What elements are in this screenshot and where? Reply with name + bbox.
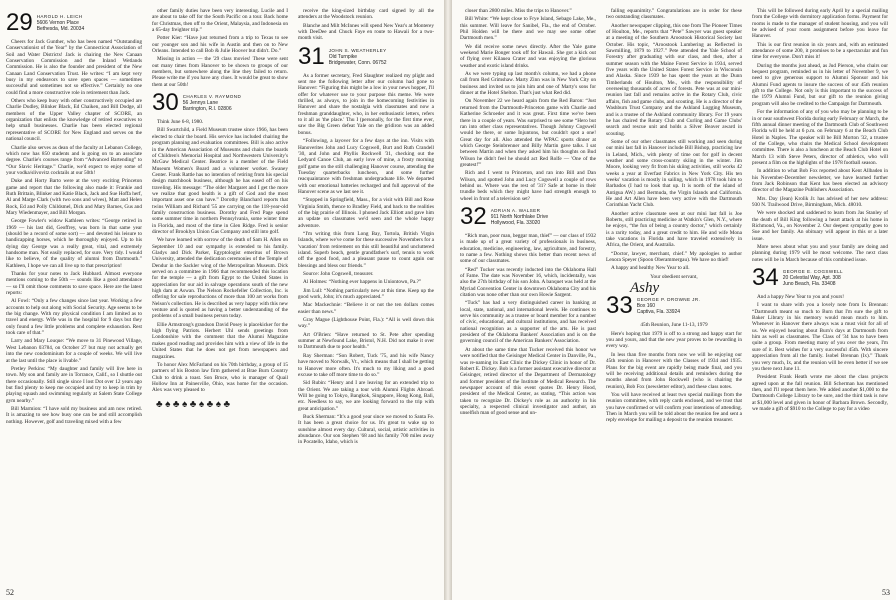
paragraph: Blanche and Milt McInnes will spend New Year's at Monterey with DeeDee and Chuck Faye en route to Hawaii for a two-month visit. (298, 22, 434, 42)
address-line: Old Turnpike (328, 53, 358, 60)
class-secretary-name: GEORGE E. COGSWELL (782, 269, 843, 275)
class-year-number: 34 (752, 264, 779, 292)
page-gutter (444, 0, 452, 600)
address-line: 5606 Vernon Place (36, 20, 79, 26)
paragraph: Cheers for Jack Gunther, who has been named “Outstanding Conservationist of the Year” by the Connecticut Association of Soil and Water Districts! Jack is chairing the New Canaan Conservation Commission and the Inland Wetlands Commission. He is also the founder and president of the New Canaan Land Conservation Trust. He writes: “I am kept very busy in my endeavors to save open spaces — sometimes successful and sometimes not so effective.” Certainly no one could find a more constructive role in retirement than Jack. (6, 39, 142, 96)
paragraph: “Following, a layover for a few days at the inn. Visits with Hanoverites John and Lucy Cogswell, Burt and Ruth Crandell '30, and John and Phyllis Rockwell '31, checking out the Ledyard Canoe Club, an early love of mine, a frosty morning golf game on the still challenging Hanover course, attending the Tuesday quarterbacks luncheon, and some further reacquaintance with freshman undergraduate life. We departed with our emotional batteries recharged and full approval of the Hanover scene as we last see it. (298, 138, 434, 195)
left-column-3 (298, 8, 434, 592)
paragraph: On November 22 we heard again from the Red Baron: “Just returned from the Dartmouth-Princeton game with Charlie and Katherine Schroeder and it was great. First time we've been there in a couple of years. Was surprised to see some “Hero but ran into other class representatives. Though Johnny Cogswell would be there, or some Injuntons, but couldn't spot a one! Great day for all. Also attended the WPAC sports dinner at which George Steinbrenner and Billy Martin gave talks. I sat between Martin and when they asked him his thoughts on Bud Wilson he didn't feel he should act Red Rolfe — 'One of the greatest!'” (460, 98, 596, 168)
paragraph: Ellie Armstrong's grandson David Posey is placekicker for the high flying Patriots. Herbert Uhl sends greetings from Londonshire with the comment that the Alumni Magazine makes good reading and provides him with a view of life in the United States that he does not get from newspapers and magazines. (152, 321, 288, 360)
paragraph: Thanks for your notes to Jack Hubbard. Almost everyone mentions coming to the 50th — sounds like a good attendance — so I'll omit those comments to save space. Here are the latest reports: (6, 271, 142, 297)
paragraph: Jim Lull: “Nothing particularly new at this time. Keep up the good work, John; it's much appreciated.” (298, 287, 434, 301)
paragraph: other family duties have been very interesting. Lucile and I are about to take off for the South Pacific on a tour. Back home for Christmas, then off to the Orient, Malaysia, and Indonesia on a 65-day freighter trip.” (152, 8, 288, 34)
class-year-number: 30 (152, 89, 179, 117)
right-column-2 (606, 8, 742, 592)
paragraph: Al Holmes: “Nothing ever happens in Uniontown, Pa.?” (303, 279, 422, 286)
address-line: Bridgewater, Conn. 06752 (328, 59, 387, 66)
right-column-1 (460, 8, 596, 592)
handwritten-signature: Ashy (630, 280, 660, 297)
class-header-30 (152, 89, 288, 117)
class-year-number: 31 (298, 42, 325, 70)
class-header-29 (6, 9, 142, 36)
class-header-33 (606, 292, 742, 320)
address-line: Bethesda, Md. 20034 (36, 26, 85, 32)
paragraph: failing equanimity.” Congratulations are in order for these two outstanding classmates. (606, 8, 742, 21)
paragraph: Missing in action — the '29 class movies! These were sent out many times from Hanover to be shown to groups of our members, but somewhere along the line they failed to return. Please write me if you have any clues. It would be great to show them at our 50th! (152, 56, 288, 88)
right-page (452, 0, 896, 600)
class-secretary-name: HAROLD H. LEICH (36, 14, 83, 19)
paragraph: President Frank Heath wrote me about the class projects agreed upon at the fall reunion. Bill Scherman has mentioned then, and I'll repeat them here. We added another $1,000 to the Dartmouth College Library to be sure, and the third task is now at $1,000 level and given in honor of Barbara Brown. Secondly, we made a gift of $910 to the College to pay for a video (752, 374, 888, 412)
class-year-number: 33 (606, 292, 633, 320)
silhouette-ornament: ♣ ♠ ♣ ♠ ♣ ♠ ♣ ♠ ♣ (156, 398, 231, 410)
paragraph: closer than 2800 miles. Miss the trips to Hanover.” (465, 8, 572, 14)
class-secretary-name: JOHN S. WEATHERLEY (328, 47, 387, 53)
paragraph: Mac Mackechnie: “Believe it or not the ten dollars comes easier than news.” (298, 302, 434, 315)
paragraph: Source: John Cogswell, treasurer. (303, 271, 374, 278)
paragraph: We did receive some news directly. After the Yale game weekend Marie Bonger took off for Hawaii. She got a kick out of flying over Kilauea Crater and was enjoying the glorious weather and exotic island drinks. (460, 43, 596, 69)
paragraph: Some of our other classmates still working and seen during our mini last fall in Hanover include Bill Bishop, practicing law in Leland, Mich., with plenty of time out for golf in decent weather and some cross-country skiing in the winter. Jim Moore, looking very fit from his skiing activities, still works 42 weeks a year at Everfast Fabrics in New York City. His ten weeks' vacation is mostly in sailing, which in 1978 took him to Barbados (I had to look that up. It is north of the island of Antigua AW.) and Bermuda, the Virgin Islands and California. He and Art Allen have been very active with the Dartmouth Corinthian Yacht Club. (606, 138, 742, 209)
paragraph: Mrs. Day (Jean) Krolik Jr. has advised of her new address: 930 N. Trailwood Drive, Birmingham, Mich. 48010. (752, 195, 888, 208)
paragraph: At about the same time that Tucker received this honor we were notified that the Geisinger Medical Center in Danville, Pa., was re-naming its East Clinic the Dickey Clinic in honor of Dr. Robert E. Dickey. Bob is a former assistant executive director at Geisinger, retired director of the Department of Dermatology and former president of the Institute of Medical Research. The newspaper account of this event quotes Dr. Henry Hood, president of the Medical Center, as stating, “This action was taken to recognize Dr. Dickey's role as an authority in his specialty, a respected clinical investigator and author, an unselfish man of good sense and un- (460, 346, 596, 417)
class-header-32 (460, 202, 596, 230)
class-header-34 (752, 264, 888, 292)
paragraph: This will be followed during early April by a special mailing from the College with dormitory application forms. Payment for rooms is made to the manager of student housing, and you will be advised of your room assignment before you leave for Hanover. (752, 8, 888, 40)
paragraph: “Tuck” has had a very distinguished career in banking at local, state, national, and international levels. He continues to serve his community as a trustee or board member for a number of civic, educational, and cultural institutions, and has received national recognition as a supporter of the arts. He is past president of the Oklahoma Bankers' Association and is on the governing council of the American Bankers' Association. (460, 300, 596, 345)
paragraph: Pretley Perkins: “My daughter and family will live here in town. My son and family are in Torrance, Calif., so I shuttle out there occasionally. Still single since I lost Dot over 12 years ago but find plenty to keep me occupied and try to keep in trim by playing squash and swimming regularly at Salem State College gym nearby.” (6, 365, 142, 404)
paragraph: George Fowler's widow Kathleen writes: “George retired in 1969 — his last did, Geoffrey, was born in that same year (should be a record of some sort) — and devoted his leisure to handicapping horses, which he thoroughly enjoyed. Up to his dying day George was a really great, vital, and extremely handsome man. Not easily replaced, for sure. Very tidy. I would like to believe, of the quality of alumni from Dartmouth.” Kathleen, I hope we can all live up to that prescription! (6, 218, 142, 269)
paragraph: Potter Kier: “Have just returned from a trip to Texas to see our younger son and his wife in Austin and then on to New Orleans. Intended to call Bob & Julie Hoover but didn't. Do.” (152, 35, 288, 55)
paragraph: Gray Mague (Lighthouse Point, Fla.): “All is well down this way.” (298, 317, 434, 330)
paragraph: Others who keep busy with other constructively occupied are Charlie Dudley, Blinker Black, Ed Chaiken, and Bill Dodge, all members of the Upper Valley chapter of SCORE, an organization that enlists the knowledge of retired executives to help small businesses. Charlie has been elected regional representative of SCORE for New England and serves on the national council. (6, 98, 142, 143)
paragraph: As we were typing up last month's column, we had a phone call from Red Grimshaw. Marty Zinn was in New York City on business and invited us to join him and one of Marty's sons for dinner at the Hotel Shelton. That's just what Red did. (460, 71, 596, 97)
paragraph: Sid Rubin: “Henry and I are leaving for an extended trip to the Orient. We are taking a tour with Alumni Flights Abroad. Will be going to Tokyo, Bangkok, Singapore, Hong Kong, Bali, etc. Needless to say, we are looking forward to the trip with great anticipation.” (298, 380, 434, 412)
paragraph: You will have received at least two special mailings from the reunion committee, with reply cards enclosed, and we trust that you have confirmed or will confirm your intentions of attending. Then in March you will be told about the reunion fee and sent a reply envelope for mailing a deposit to the reunion treasurer. (606, 391, 742, 424)
class-year-number: 32 (460, 202, 487, 230)
address-line: Hollywood, Fla. 33020 (490, 219, 541, 226)
page-number: 53 (882, 588, 890, 597)
paragraph: Rich and I went to Princeton, and ran into Bill and Dan Wilson, and spotted John and Lucy Cogswell a couple of rows behind us. Where was the rest of '31? Safe at home in their trundle beds which they might have had strength enough to wheel in front of a television set? (460, 170, 596, 202)
address-line: Captiva, Fla. 33924 (636, 309, 681, 316)
class-secretary-name: GEORGE P. DROWNE JR. (636, 297, 701, 303)
paragraph: To honor Alex McFarland on his 70th birthday, a group of 15 partners of his Boston law firm gathered at Brae Burn Country Club to drink a toast. Son Bruce, who is manager of Quail Hollow Inn at Painesville, Ohio, was home for the occasion. Alex was very pleased to (152, 361, 288, 394)
paragraph: As a former secretary, Fred Slaughter realized my plight and sent me the following letter after our column had gone to Hanover: “Figuring this might be a low in your news hopper, I'll offer for whatever use to your purpose this meme. We were thrilled, as always, to join in the homecoming festivities in Hanover and share the nostalgia with classmates and now a freshman granddaughter, who, in her enthusiastic letters, refers to it all as 'the place.' Thu I (personally, for the first time ever, saw the Big Green defeat Yale on the gridiron was an added bonus. (298, 72, 434, 136)
paragraph: In addition to what Bob Fox reported about Kent Allbaden in his November-December newsletter, we have learned further from Jack Robinson that Kent has been elected an advisory director of the Magazine Publishers Association. (752, 168, 888, 194)
paragraph: Larry and Mary Louque: “We move to 31 Pinewood Village, West Lebanon 03784, on October 27 but may not actually get into the new condominium for a couple of weeks. We will live at the last until the place is livable.” (6, 338, 142, 364)
paragraph: Another newspaper clipping, this one from The Pioneer Times of Houlton, Me., reports that “Pete” Sawyer was guest speaker at a meeting of the Southern Aroostook Historical Society last October. His topic, “Aroostook Lumbering as Reflected in Sawmilling, 1879 to 1927.” Pete attended the Yale School of Forestry after graduating with our class, and then, after a summer season with the Maine Forest Service in 1934, served five years with the United States Forest Service in Wisconsin and Alaska. Since 1939 he has spent the years at the Dunn Timberlands of Houlton, Me., with the responsibility of overseeing thousands of acres of forests. Pete was at our mini-reunion last fall and remains active in the Rotary Club, civic affairs, fish and game clubs, and scouting. He is a director of the Washburn Trust Company and the Ashland Logging Museum, and is a trustee of the Ashland community library. For 19 years he has chaired the Rotary Club and Curling and Game Clubs' search and rescue unit and holds a Silver Beaver award in scouting. (606, 22, 742, 137)
page-number: 52 (6, 588, 14, 597)
paragraph: A happy and healthy New Year to all. (611, 265, 690, 272)
paragraph: Another active classmate seen at our mini last fall is Joe Roberts, still practicing medicine at Watkin's Glen, N.Y., where he enjoys, “the fun of being a country doctor,” which certainly is a rarity today, and a great credit to him. He and wife Mona take vacations in Florida and have traveled extensively in Africa, the Orient, and Australia. (606, 210, 742, 249)
paragraph: Charlie also serves as dean of the faculty at Lebanon College, which now has 850 students and is going on to an associate degree. Charlie's courses range from “Advanced Bartending” to “Our Slavic Heritage.” Charlie, we'd expect to enjoy some of your vodka/slivovitz cocktails at our 50th! (6, 144, 142, 176)
paragraph: Bill Swartchild, a Field Museum trustee since 1966, has been elected to chair the board. His service has included chairing the program planning and evaluation committees. Bill is also active in the American Association of Museums and chairs the boards of Children's Memorial Hospital and Northwestern University's McGaw Medical Center. Beatrice is a member of the Field Museum Women's Board and a volunteer worker. Swaney Center. Frank Rattle has no intention of retiring from his special design matchbook business, although he has eased off on his traveling. His message: “The older Margaret and I get the more we realize that good health is a gift of God and the most important asset one can have.” Dorothy Blanchard reports that twins William and Richard '55 are carrying on the 118-year-old family construction business. Dorothy and Fred Page spend some summer time in northern Pennsylvania, some winter time in Florida, and most of the time in Glen Ridge. Fred is senior director of Brooklyn Union Gas Company and still into golf. (152, 127, 288, 235)
class-secretary-name: CHARLES V. RAYMOND (182, 94, 242, 100)
address-line: 911 North Northlake Drive (490, 213, 549, 220)
address-line: Box 160 (636, 303, 656, 310)
left-column-2 (152, 8, 288, 592)
left-column-1 (6, 8, 142, 592)
paragraph: This is our first reunion in six years and, with an estimated attendance of some 200, it promises to be a spectacular and fun time for everyone. Don't miss it! (752, 41, 888, 61)
address-line: Barrington, R.I. 02806 (182, 106, 232, 113)
paragraph: Duke and Horty Barto were at the very exciting Princeton game and report that the following also made it: Frankie and Ruth Brittain, Blinker and Katie Black, Jack and Sue Hoffa herf, Al and Marge Clark (with two sons and wives), Matt and Helen Rock, Ed and Polly Childsmel, Dick and Mary Barnes, Gus and Mary Wiedenmayer, and Bill Morgan. (6, 178, 142, 216)
paragraph: Bill White: “We kept close to Frye Island, Sebago Lake, Me., this summer. Will leave for Sanibel, Fla., the end of October. Phil Holden will be there and we may see some other Dartmouth men.” (460, 16, 596, 42)
paragraph: “Red” Tucker was recently inducted into the Oklahoma Hall of Fame. The date was November 16, which, incidentally, was also the 27th birthday of his son John. A banquet was held at the Myriad Convention Center in downtown Oklahoma City and his citation was none other than our own Howie Sargent. (460, 266, 596, 299)
right-column-3 (752, 8, 888, 592)
class-header-31 (298, 42, 434, 70)
class-secretary-name: ADRIAN A. WALSER (490, 207, 541, 213)
paragraph: During the months just ahead, as Jud Pierson, who chairs our bequest program, reminded us in his letter of November 9, we need to give generous support to Alumni Sponsor and his Alumni Fund agents to insure the success of our 45th reunion gift to the College. Not only is this important to the success of the 1979 Alumni Fund, but our gift to the reunion giving program will also be credited to the Campaign for Dartmouth. (752, 62, 888, 107)
paragraph: “Rich man, poor man, beggar man, thief” — our class of 1932 is made up of a great variety of professionals in business, education, medicine, engineering, law, agriculture, and forestry, to name a few. Nothing shows this better than recent news of some of our classmates. (460, 232, 596, 265)
paragraph: Bill Marmion: “I have sold my business and am now retired. It is amazing to see how busy one can be and still accomplish nothing. However, golf and traveling mixed with a few (6, 405, 142, 425)
paragraph: We were shocked and saddened to learn from Jas Stanley of the death of Bill King following a heart attack at his home in Richmond, Va., on November 2. Our deepest sympathy goes to Sue and her family. An obituary will appear in this or a later issue. (752, 210, 888, 242)
address-line: Juno Beach, Fla. 33408 (782, 281, 836, 288)
paragraph: And a happy New Year to you and yours! (757, 294, 845, 301)
address-line: 20 Celestial Way, Apt. 308 (782, 275, 841, 282)
class-year-number: 29 (6, 9, 33, 36)
address-line: 56 Jennys Lane (182, 100, 219, 107)
paragraph: More news about what you and your family are doing and planning during 1979 will be most welcome. The next class notes will be in March because of this combined issue. (752, 244, 888, 263)
reunion-line: 45th Reunion, June 11-13, 1979 (640, 322, 708, 329)
left-page (0, 0, 444, 600)
paragraph: “I'm writing this from Long Bay, Tortola, British Virgin Islands, where we've come for these successive Novembers for a 'vacation' from retirement on this still beautiful and uncluttered island. Superb beach, gentle grandfather's surf, tennis to work off the good food, and a pleasant pause to count again our blessings and bless our friends.” (298, 230, 434, 269)
paragraph: For the information of any of you who may be planning to be in or near southwest Florida during early February or March, the fifth annual dinner meeting of the Dartmouth Club of Southwest Florida will be held at 6 p.m. on February 6 at the Beach Club Hotel in Naples. The speaker will be Bill Morton '32, a trustee of the College, who chairs the Medical School development committee. There is also a luncheon at the Beach Club Hotel on March 13 with Steve Peters, director of athletics, who will present a film on the highlights of the 1978 football season. (752, 109, 888, 166)
closing-line: Your obedient servant, (650, 273, 698, 280)
paragraph: Ray Sherman: “Son Robert, Tuck '75, and his wife Nancy have moved to Norwalk, Vt., which means that I shall be getting to Hanover more often. It's much to my liking and a good excuse to take off more time to do so.” (298, 352, 434, 378)
paragraph: Think June 6-8, 1980. (157, 119, 204, 126)
paragraph: “Stopped in Springfield, Mass., for a visit with Bill and Rose Virginia Smith, thence to Bradley Field, and back to the realities of the big prairie of Illinois. I phoned Jack Elliott and gave him an update on classmates we'd seen and the whole happy adventure. (298, 197, 434, 229)
paragraph: Here's hoping that 1979 is off to a strong and happy start for you and yours, and that the new year proves to be rewarding in every way. (606, 330, 742, 350)
paragraph: Art O'Brien: “Have returned to St. Pete after spending summer at Newfound Lake, Bristol, N.H. Did not make it over to Dartmouth due to poor health.” (298, 331, 434, 351)
paragraph: We have learned with sorrow of the death of Sam H. Allen on September 10 and our sympathy is extended to his family. Gladys and Dick Parker, Egyptologist emeritus of Brown University, attended the dedication ceremonies of the Temple of Dendur in the Sackler wing of the Metropolitan Museum. Dick served on a committee in 1966 that recommended this location for the temple — a gift from Egypt to the United States in appreciation for our aid in salvage operations south of the new high dam at Aswan. The Nelson Rockefeller Collection, Inc. is offering for sale reproductions of more than 100 art works from Nelson's collection. He is described as very happy with this new venture and is quoted as having a better understanding of the problems of a small business person today. (152, 237, 288, 320)
paragraph: “Doctor, lawyer, merchant, chief.” My apologies to author Lenora Speyer (Spoon Oberammergau). We have no thief! (606, 250, 742, 264)
paragraph: Buck Sherman: “It's a good year since we moved to Santa Fe. It has been a great choice for us. It's great to wake up to sunshine almost every day. Cultural, social, artistic activities in abundance. Our son Stephen '68 and his family 700 miles away in Pocatello, Idaho, which is (298, 413, 434, 446)
paragraph: receive the king-sized birthday card signed by all the attenders at the Woodstock reunion. (298, 8, 434, 21)
paragraph: Al Fowl: “Only a few changes since last year. Working a few accounts to help out along with Social Security. Age seems to be the big change. With my physical condition I am limited as to travel and energy. Wife was in the hospital for 9 days but they only found a few little problems and complete exhaustion. Rest took care of that.” (6, 298, 142, 337)
paragraph: In less than five months from now we will be enjoying our 45th reunion in Hanover with the Classes of 1934 and 1935. Plans for the big event are rapidly being made final, and you will be receiving additional details and reminders during the months ahead from John Rockwell (who is chairing the reunion), Bob Fox (newsletter editor), and these class notes. (606, 351, 742, 390)
paragraph: I want to share with you a lovely note from Ix Brennan: “Dartmouth meant so much to Burn that I'm sure the gift to Baker Library in his memory would mean much to him. Whenever in Hanover there always was a must visit for all of us. We enjoyed hearing about Burn's days at Dartmouth from him as well as classmates. The Class of '34 has to have been quite a group. From meeting many of you over the years, I'm sure of it. Best wishes for a very successful 45th. With sincere appreciation from all the family. Isobel Brennan (Ix).” Thank you very much, Ix, and the reunion will be even better if we see you there next June 11. (752, 302, 888, 372)
